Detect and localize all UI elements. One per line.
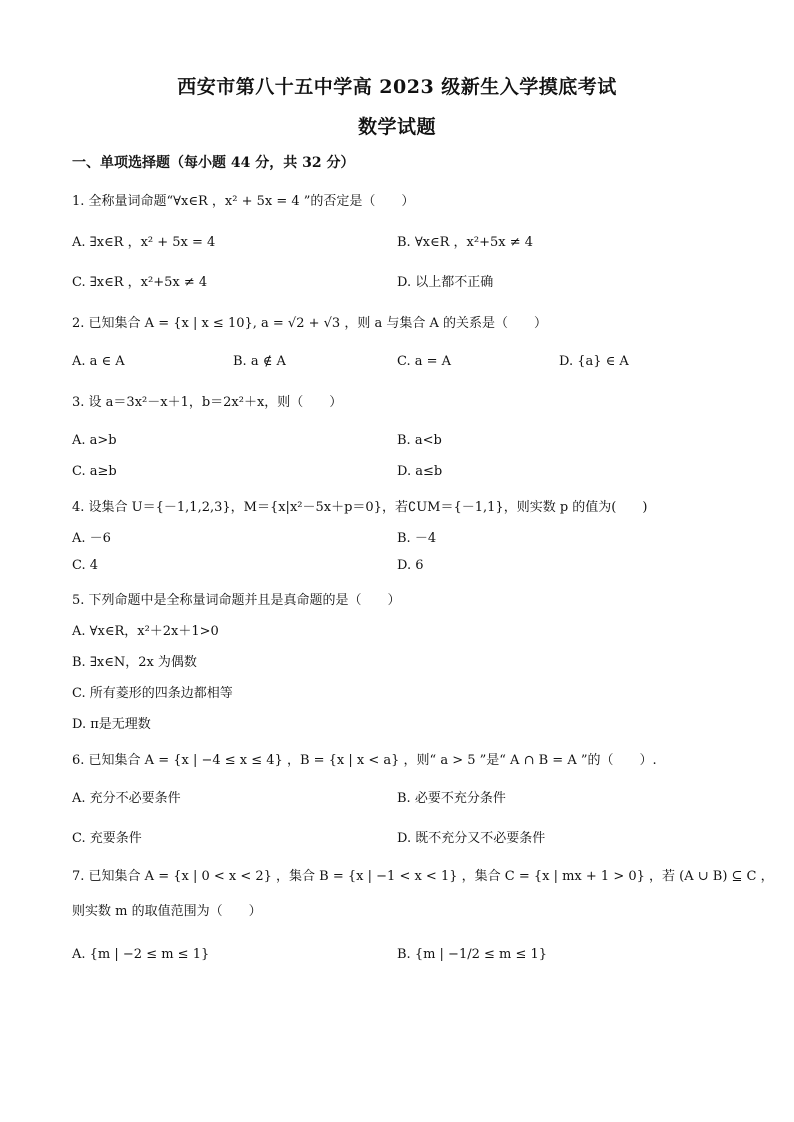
question-3-option-b: B. a<b <box>397 433 442 448</box>
question-5-option-b: B. ∃x∈N，2x 为偶数 <box>72 655 197 670</box>
question-5-option-a: A. ∀x∈R，x²＋2x＋1>0 <box>72 624 219 639</box>
question-3-option-c: C. a≥b <box>72 464 117 479</box>
question-4-option-a: A. －6 <box>72 531 111 546</box>
question-1-option-d: D. 以上都不正确 <box>397 275 494 290</box>
exam-subtitle: 数学试题 <box>357 116 436 138</box>
question-4-option-b: B. －4 <box>397 531 437 546</box>
question-1-option-a: A. ∃x∈R ，x² + 5x = 4 <box>72 235 216 250</box>
question-6-option-a: A. 充分不必要条件 <box>72 791 181 806</box>
question-2-option-d: D. {a} ∈ A <box>559 354 629 369</box>
question-1-option-b: B. ∀x∈R ，x²+5x ≠ 4 <box>397 235 534 250</box>
question-7-stem-continued: 则实数 m 的取值范围为（ ） <box>72 904 262 919</box>
question-2-option-a: A. a ∈ A <box>72 354 125 369</box>
question-5-option-c: C. 所有菱形的四条边都相等 <box>72 686 233 701</box>
question-5-option-d: D. π是无理数 <box>72 717 151 732</box>
question-7-option-b: B. {m | −1/2 ≤ m ≤ 1} <box>397 947 548 962</box>
exam-title: 西安市第八十五中学高 2023 级新生入学摸底考试 <box>177 76 617 98</box>
question-6-option-d: D. 既不充分又不必要条件 <box>397 831 546 846</box>
question-1-stem: 1. 全称量词命题“∀x∈R ，x² + 5x = 4 ”的否定是（ ） <box>72 194 415 209</box>
question-5-stem: 5. 下列命题中是全称量词命题并且是真命题的是（ ） <box>72 593 401 608</box>
question-7-stem: 7. 已知集合 A = {x | 0 < x < 2} ，集合 B = {x | −1 < x < 1} ，集合 C = {x | mx + 1 > 0} ，若 (A ∪ B) ⊆ C ， <box>72 869 774 884</box>
question-3-stem: 3. 设 a＝3x²－x＋1，b＝2x²＋x，则（ ） <box>72 395 343 410</box>
question-2-option-b: B. a ∉ A <box>233 354 286 369</box>
question-4-option-d: D. 6 <box>397 558 424 573</box>
question-7-option-a: A. {m | −2 ≤ m ≤ 1} <box>72 947 210 962</box>
question-6-stem: 6. 已知集合 A = {x | −4 ≤ x ≤ 4} ，B = {x | x < a} ，则“ a > 5 ”是“ A ∩ B = A ”的（ ）. <box>72 753 657 768</box>
question-3-option-d: D. a≤b <box>397 464 443 479</box>
question-1-option-c: C. ∃x∈R ，x²+5x ≠ 4 <box>72 275 208 290</box>
section-heading: 一、单项选择题（每小题 44 分，共 32 分） <box>72 155 355 171</box>
question-3-option-a: A. a>b <box>72 433 117 448</box>
question-6-option-b: B. 必要不充分条件 <box>397 791 506 806</box>
question-6-option-c: C. 充要条件 <box>72 831 142 846</box>
question-4-stem: 4. 设集合 U＝{－1,1,2,3}，M＝{x|x²－5x＋p＝0}，若∁UM＝{－1,1}，则实数 p 的值为( ) <box>72 500 648 515</box>
question-2-option-c: C. a = A <box>397 354 452 369</box>
question-4-option-c: C. 4 <box>72 558 99 573</box>
question-2-stem: 2. 已知集合 A = {x | x ≤ 10}, a = √2 + √3 ，则 a 与集合 A 的关系是（ ） <box>72 316 548 331</box>
